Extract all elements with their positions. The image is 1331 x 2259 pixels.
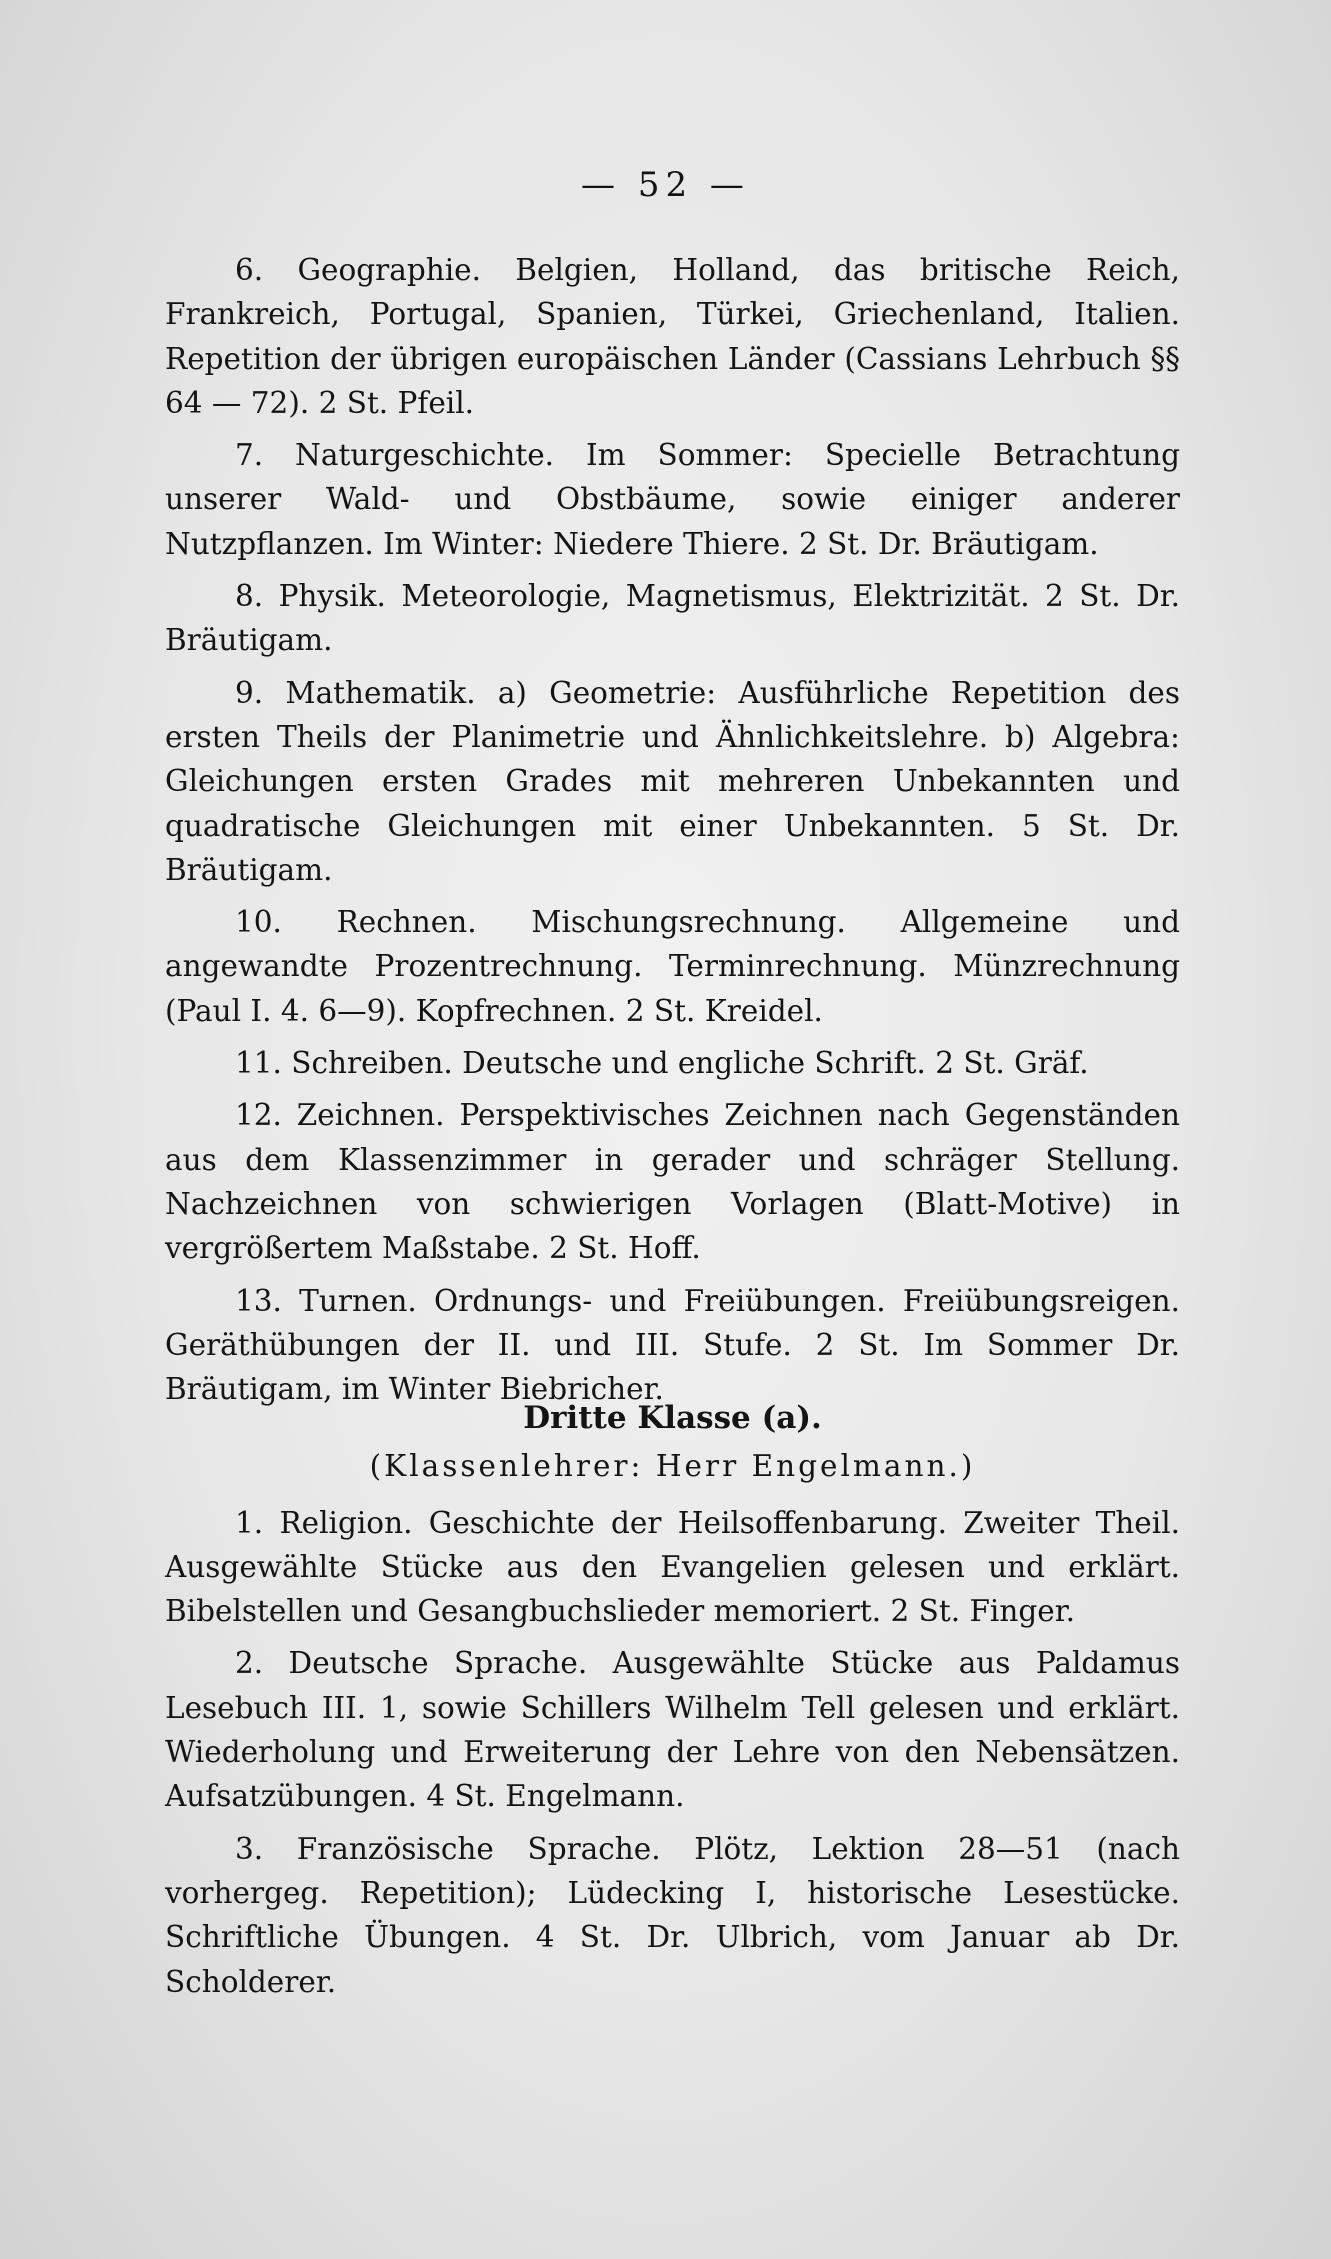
- paragraph-geographie: 6. Geographie. Belgien, Holland, das britische Reich, Frankreich, Portugal, Spanien, Türkei, Griechenland, Italien. Repetition der übrigen europäischen Länder (Cassians Lehrbuch §§ 64 — 72). 2 St. Pfeil.: [165, 253, 1180, 420]
- top-text-block: [165, 248, 1180, 1419]
- paragraph-physik: 8. Physik. Meteorologie, Magnetismus, Elektrizität. 2 St. Dr. Bräutigam.: [165, 579, 1180, 658]
- section-heading: Dritte Klasse (a).: [523, 1400, 822, 1436]
- bottom-text-block: [165, 1396, 1180, 2012]
- section-subheading: (Klassenlehrer: Herr Engelmann.): [369, 1449, 976, 1484]
- paragraph-religion: 1. Religion. Geschichte der Heilsoffenbarung. Zweiter Theil. Ausgewählte Stücke aus den Evangelien gelesen und erklärt. Bibelstellen und Gesangbuchslieder memoriert. 2 St. Finger.: [165, 1505, 1180, 1629]
- paragraph-rechnen: 10. Rechnen. Mischungsrechnung. Allgemeine und angewandte Prozentrechnung. Terminrechnung. Münzrechnung (Paul I. 4. 6—9). Kopfrechnen. 2 St. Kreidel.: [165, 905, 1180, 1028]
- paragraph-deutsche-sprache: 2. Deutsche Sprache. Ausgewählte Stücke aus Paldamus Lesebuch III. 1, sowie Schillers Wilhelm Tell gelesen und erklärt. Wiederholung und Erweiterung der Lehre von den Nebensätzen. Aufsatzübungen. 4 St. Engelmann.: [165, 1646, 1180, 1814]
- paragraph-turnen: 13. Turnen. Ordnungs- und Freiübungen. Freiübungsreigen. Geräthübungen der II. und III. Stufe. 2 St. Im Sommer Dr. Bräutigam, im Winter Biebricher.: [165, 1283, 1180, 1407]
- page-number: — 52 —: [581, 165, 750, 205]
- paragraph-mathematik: 9. Mathematik. a) Geometrie: Ausführliche Repetition des ersten Theils der Planimetrie und Ähnlichkeitslehre. b) Algebra: Gleichungen ersten Grades mit mehreren Unbekannten und quadratische Gleichungen mit einer Unbekannten. 5 St. Dr. Bräutigam.: [165, 675, 1180, 887]
- paragraph-franzoesische-sprache: 3. Französische Sprache. Plötz, Lektion 28—51 (nach vorhergeg. Repetition); Lüdecking I, historische Lesestücke. Schriftliche Übungen. 4 St. Dr. Ulbrich, vom Januar ab Dr. Scholderer.: [165, 1831, 1180, 1999]
- paragraph-schreiben: 11. Schreiben. Deutsche und engliche Schrift. 2 St. Gräf.: [235, 1046, 1089, 1081]
- paragraph-zeichnen: 12. Zeichnen. Perspektivisches Zeichnen nach Gegenständen aus dem Klassenzimmer in gerader und schräger Stellung. Nachzeichnen von schwierigen Vorlagen (Blatt-Motive) in vergrößertem Maßstabe. 2 St. Hoff.: [165, 1098, 1180, 1266]
- paragraph-naturgeschichte: 7. Naturgeschichte. Im Sommer: Specielle Betrachtung unserer Wald- und Obstbäume, sowie einiger anderer Nutzpflanzen. Im Winter: Niedere Thiere. 2 St. Dr. Bräutigam.: [165, 438, 1180, 561]
